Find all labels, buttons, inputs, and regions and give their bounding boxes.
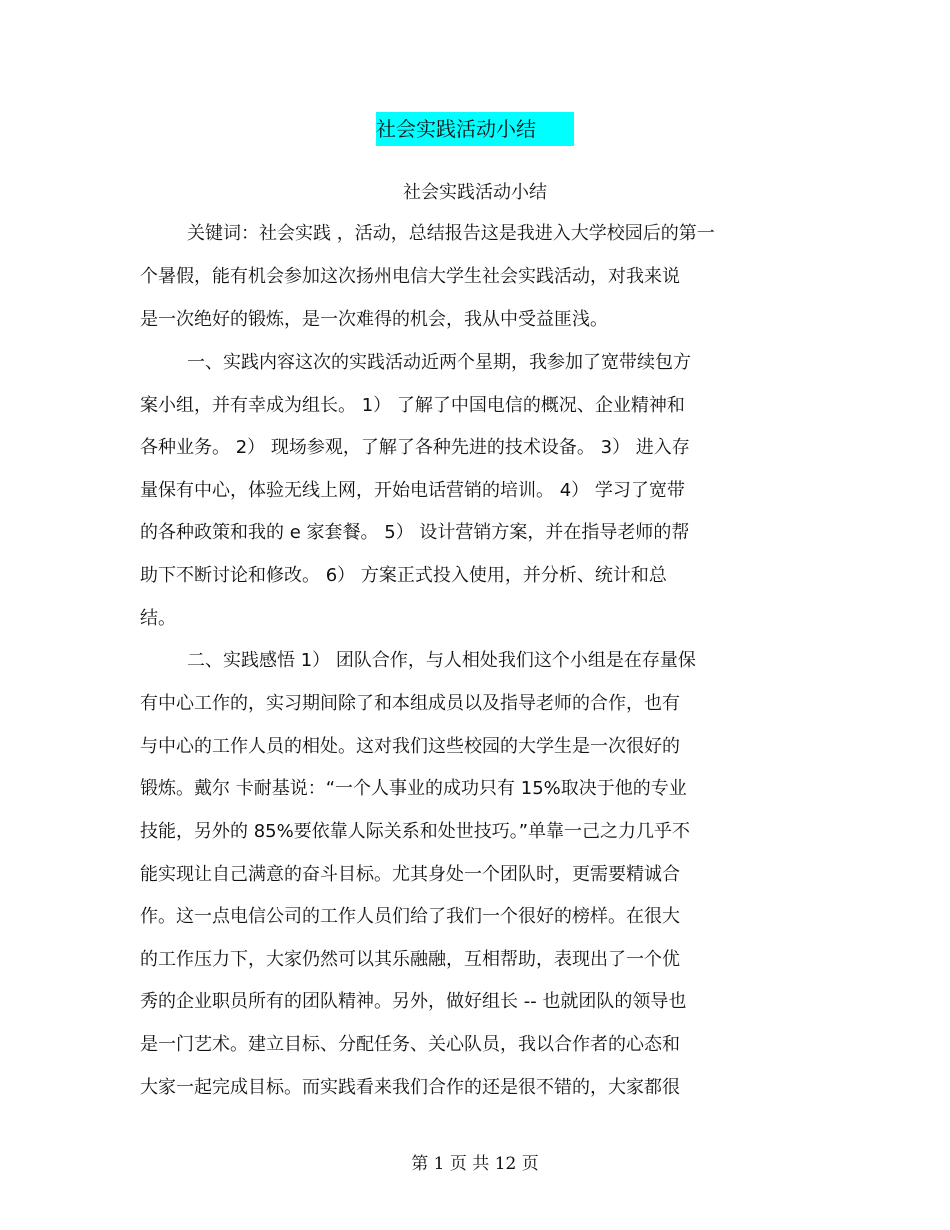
paragraph-line: 能实现让自己满意的奋斗目标。尤其身处一个团队时，更需要精诚合 <box>140 864 680 885</box>
paragraph-line: 关键词：社会实践 ，活动，总结报告这是我进入大学校园后的第一 <box>187 223 715 244</box>
paragraph-line: 一、实践内容这次的实践活动近两个星期，我参加了宽带续包方 <box>187 352 691 373</box>
paragraph-line: 秀的企业职员所有的团队精神。另外，做好组长 -- 也就团队的领导也 <box>140 991 687 1012</box>
paragraph-line: 量保有中心，体验无线上网，开始电话营销的培训。 4） 学习了宽带 <box>140 480 685 501</box>
paragraph-line: 的各种政策和我的 e 家套餐。 5） 设计营销方案，并在指导老师的帮 <box>140 522 690 543</box>
paragraph-line: 是一门艺术。建立目标、分配任务、关心队员，我以合作者的心态和 <box>140 1034 680 1055</box>
paragraph-line: 作。这一点电信公司的工作人员们给了我们一个很好的榜样。在很大 <box>140 906 680 927</box>
paragraph-line: 个暑假，能有机会参加这次扬州电信大学生社会实践活动，对我来说 <box>140 266 680 287</box>
paragraph-line: 与中心的工作人员的相处。这对我们这些校园的大学生是一次很好的 <box>140 736 680 757</box>
paragraph-line: 是一次绝好的锻炼，是一次难得的机会，我从中受益匪浅。 <box>140 309 608 330</box>
paragraph-line: 结。 <box>140 608 176 629</box>
paragraph-line: 有中心工作的，实习期间除了和本组成员以及指导老师的合作，也有 <box>140 693 680 714</box>
paragraph-line: 二、实践感悟 1） 团队合作，与人相处我们这个小组是在存量保 <box>187 650 696 671</box>
document-subtitle: 社会实践活动小结 <box>403 182 547 203</box>
paragraph-line: 大家一起完成目标。而实践看来我们合作的还是很不错的，大家都很 <box>140 1077 680 1098</box>
paragraph-line: 锻炼。戴尔 卡耐基说：“一个人事业的成功只有 15%取决于他的专业 <box>140 778 687 799</box>
paragraph-line: 助下不断讨论和修改。 6） 方案正式投入使用，并分析、统计和总 <box>140 565 667 586</box>
paragraph-line: 的工作压力下，大家仍然可以其乐融融，互相帮助，表现出了一个优 <box>140 949 680 970</box>
page-footer: 第 1 页 共 12 页 <box>411 1154 539 1174</box>
paragraph-line: 各种业务。 2） 现场参观，了解了各种先进的技术设备。 3） 进入存 <box>140 437 690 458</box>
paragraph-line: 案小组，并有幸成为组长。 1） 了解了中国电信的概况、企业精神和 <box>140 395 685 416</box>
paragraph-line: 技能，另外的 85%要依靠人际关系和处世技巧。”单靠一己之力几乎不 <box>140 821 691 842</box>
document-title: 社会实践活动小结 <box>376 117 536 141</box>
